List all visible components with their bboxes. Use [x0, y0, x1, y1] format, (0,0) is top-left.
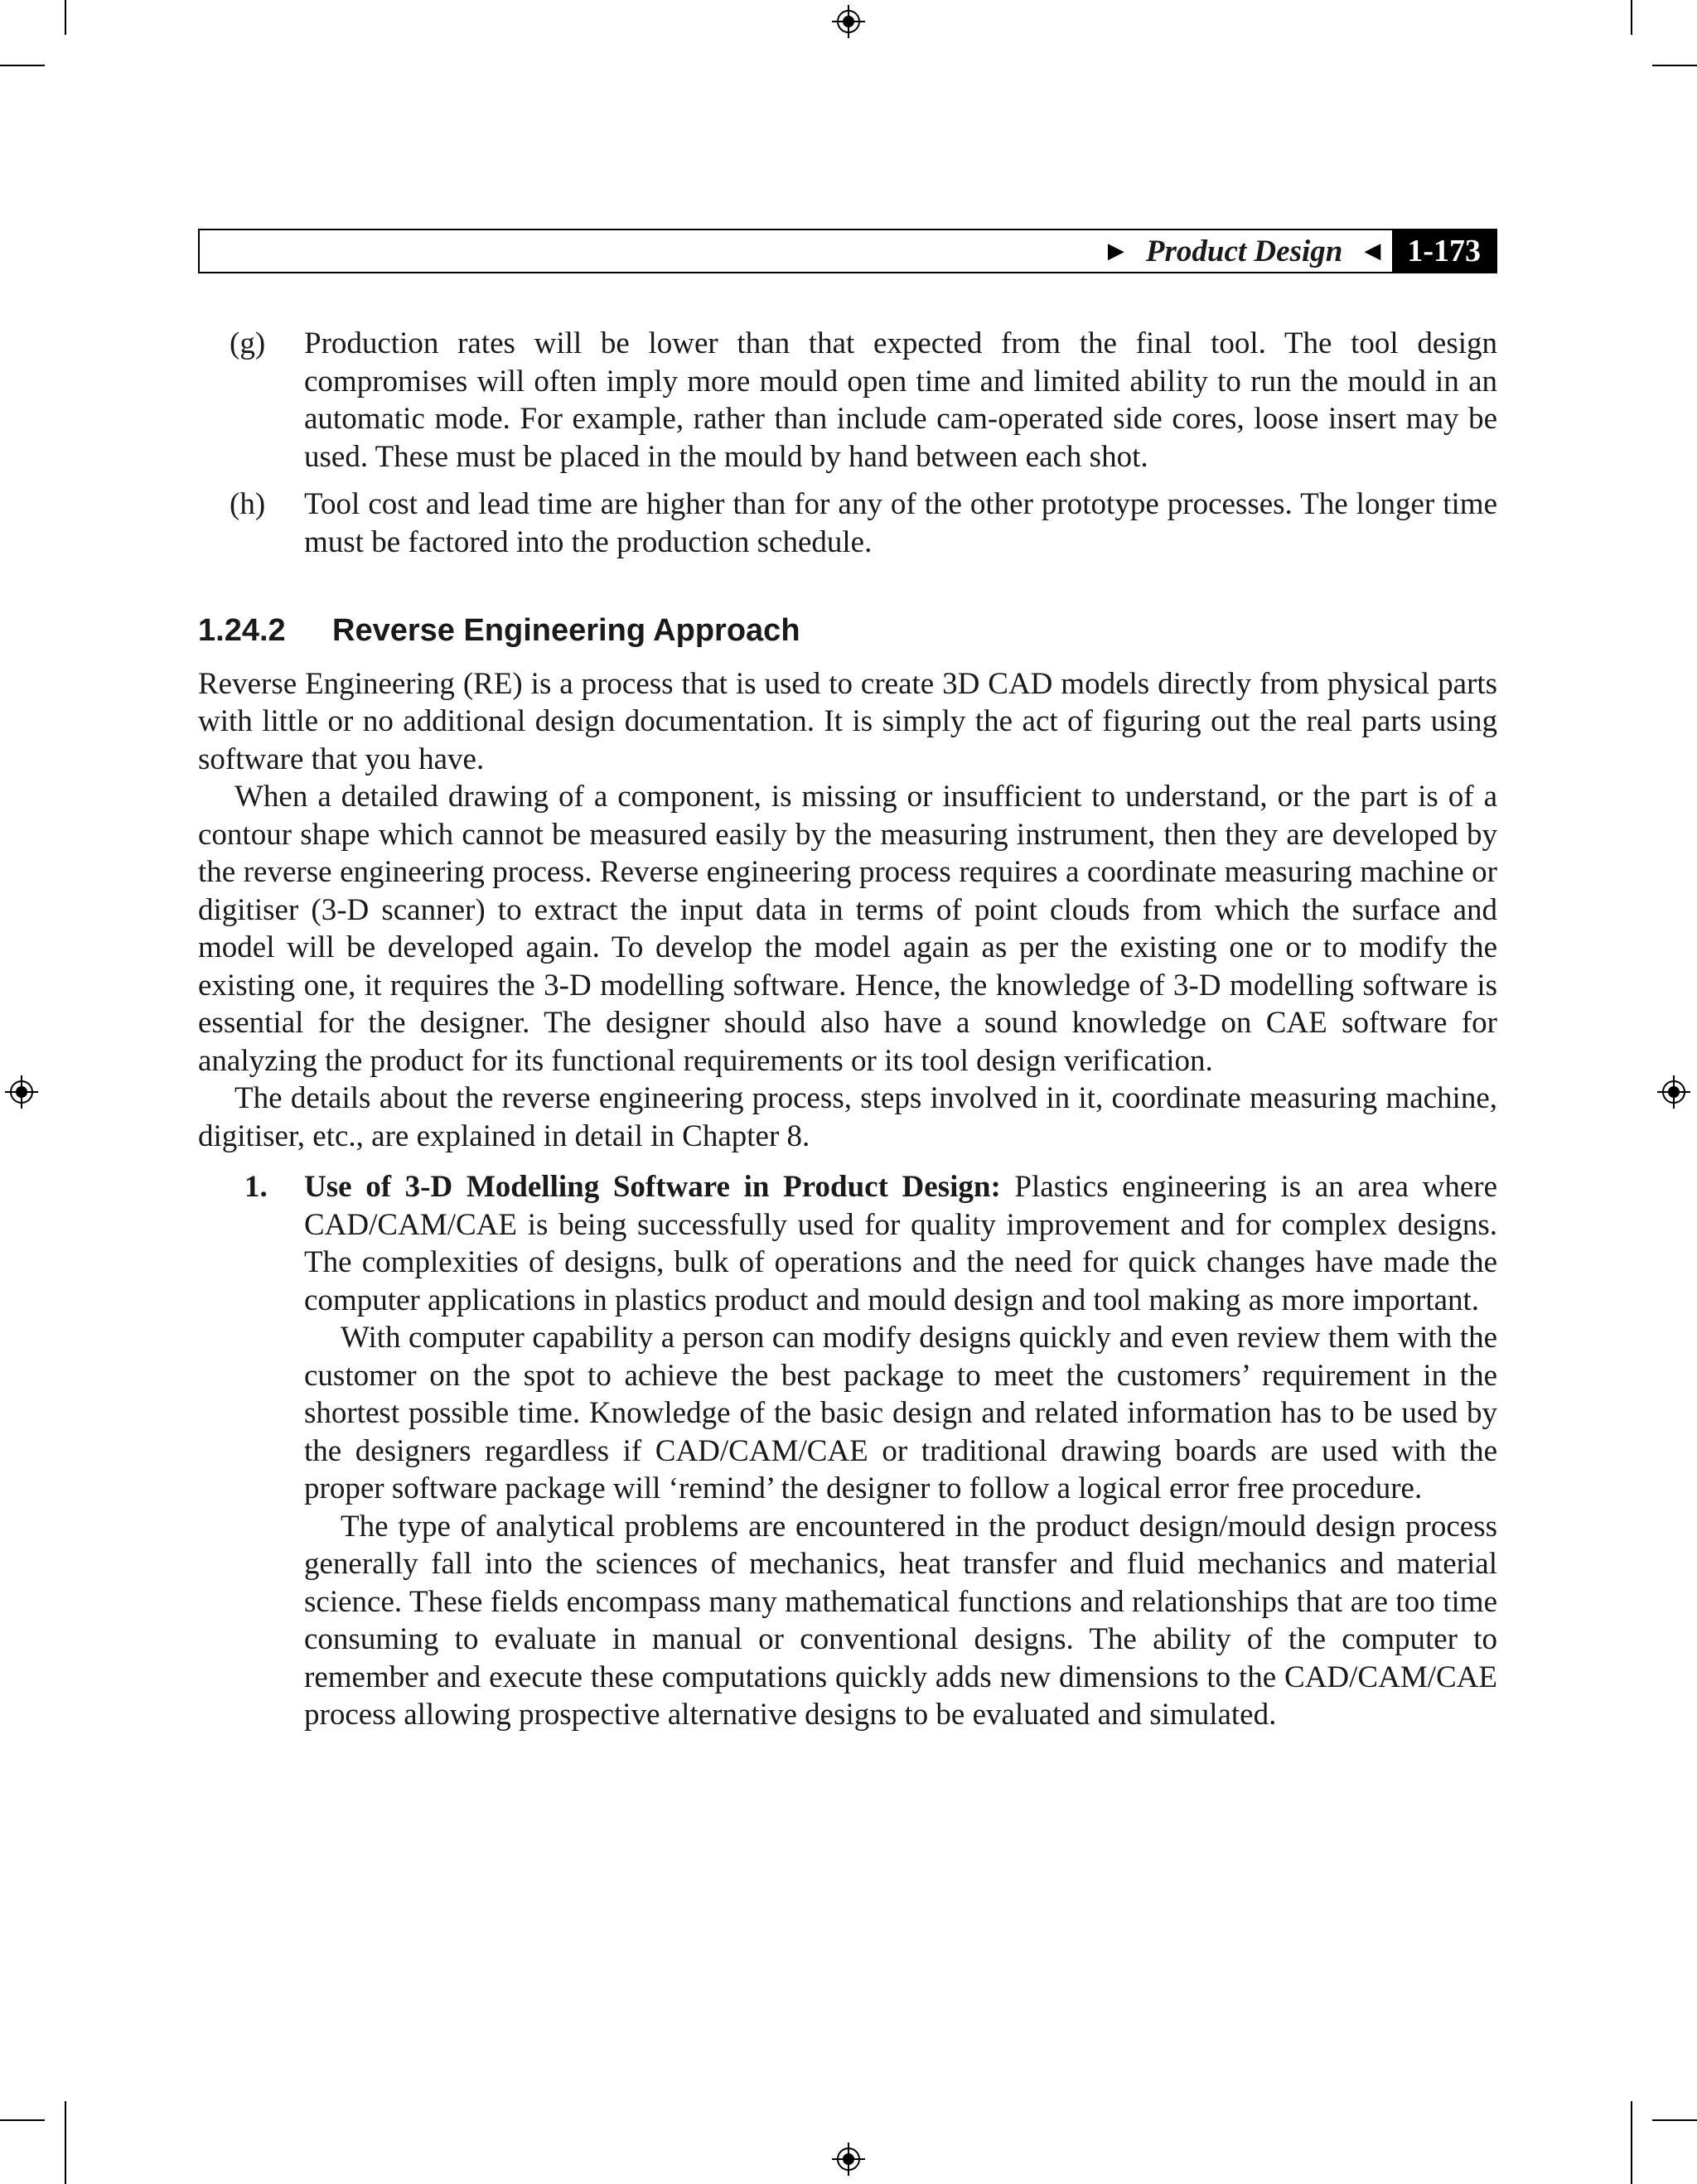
item-number: 1. — [244, 1170, 268, 1204]
paragraph: When a detailed drawing of a component, is missing or insufficient to understand, or the part is of a contour shape which cannot be measured easily by the measuring instrument, then they are developed by the reverse engineering process. Reverse engineering process requires a coordinate measuring machine or digitiser (3-D scanner) to extract the input data in terms of point clouds from which the surface and model will be developed again. To develop the model again as per the existing one or to modify the existing one, it requires the 3-D modelling software. Hence, the knowledge of 3-D modelling software is essential for the designer. The designer should also have a sound knowledge on CAE software for analyzing the product for its functional requirements or its tool design verification. — [198, 780, 1497, 1078]
paragraph: The details about the reverse engineering process, steps involved in it, coordinate measuring machine, digitiser, etc., are explained in detail in Chapter 8. — [198, 1081, 1497, 1153]
list-item-h — [198, 486, 1497, 561]
left-triangle-icon: ◀ — [1364, 239, 1381, 263]
section-heading — [198, 612, 1497, 650]
crop-mark-top-left-h — [0, 65, 45, 66]
crop-mark-bottom-right-h — [1652, 2119, 1697, 2121]
page-number: 1-173 — [1392, 230, 1496, 272]
section-number: 1.24.2 — [198, 613, 286, 648]
item-first-paragraph — [304, 1168, 1497, 1319]
crop-mark-bottom-right-v — [1631, 2101, 1632, 2184]
section-title: Reverse Engineering Approach — [332, 613, 800, 648]
registration-mark-icon — [832, 2143, 865, 2176]
right-triangle-icon: ▶ — [1107, 239, 1124, 263]
item-paragraph: With computer capability a person can modify designs quickly and even review them with the customer on the spot to achieve the best package to meet the customers’ requirement in the shortest possible time. Knowledge of the basic design and related information has to be used by the designers regardless if CAD/CAM/CAE or traditional drawing boards are used with the proper software package will ‘remind’ the designer to follow a logical error free procedure. — [304, 1321, 1497, 1505]
registration-mark-icon — [5, 1075, 38, 1109]
registration-mark-icon — [832, 5, 865, 38]
item-lead-in: Use of 3-D Modelling Software in Product Design: — [304, 1170, 1001, 1204]
running-header — [198, 229, 1497, 273]
item-label: (h) — [230, 487, 266, 521]
numbered-list-item — [198, 1168, 1497, 1734]
crop-mark-top-right-v — [1631, 0, 1632, 35]
header-title: Product Design — [1145, 234, 1343, 268]
item-text: Tool cost and lead time are higher than for any of the other prototype processes. The longer time must be factored into the production schedule. — [304, 487, 1497, 559]
crop-mark-top-right-h — [1652, 65, 1697, 66]
item-text: Production rates will be lower than that expected from the final tool. The tool design compromises will often imply more mould open time and limited ability to run the mould in an automatic mode. For example, rather than include cam-operated side cores, loose insert may be used. These must be placed in the mould by hand between each shot. — [304, 326, 1497, 474]
registration-mark-icon — [1657, 1075, 1690, 1109]
paragraph: Reverse Engineering (RE) is a process that is used to create 3D CAD models directly from physical parts with little or no additional design documentation. It is simply the act of figuring out the real parts using software that you have. — [198, 666, 1497, 776]
page-body — [198, 325, 1497, 1734]
item-label: (g) — [230, 326, 266, 360]
item-paragraph: The type of analytical problems are encountered in the product design/mould design process generally fall into the sciences of mechanics, heat transfer and fluid mechanics and material science. These fields encompass many mathematical functions and relationships that are too time consuming to evaluate in manual or conventional designs. The ability of the computer to remember and execute these computations quickly adds new dimensions to the CAD/CAM/CAE process allowing prospective alternative designs to be evaluated and simulated. — [304, 1509, 1497, 1732]
item-text: Plastics engineering is an area where CAD/CAM/CAE is being successfully used for quality improvement and for complex designs. The complexities of designs, bulk of operations and the need for quick changes have made the computer applications in plastics product and mould design and tool making as more important. — [304, 1170, 1497, 1317]
crop-mark-top-left-v — [65, 0, 66, 35]
crop-mark-bottom-left-v — [65, 2101, 66, 2184]
list-item-g — [198, 325, 1497, 476]
crop-mark-bottom-left-h — [0, 2119, 45, 2121]
